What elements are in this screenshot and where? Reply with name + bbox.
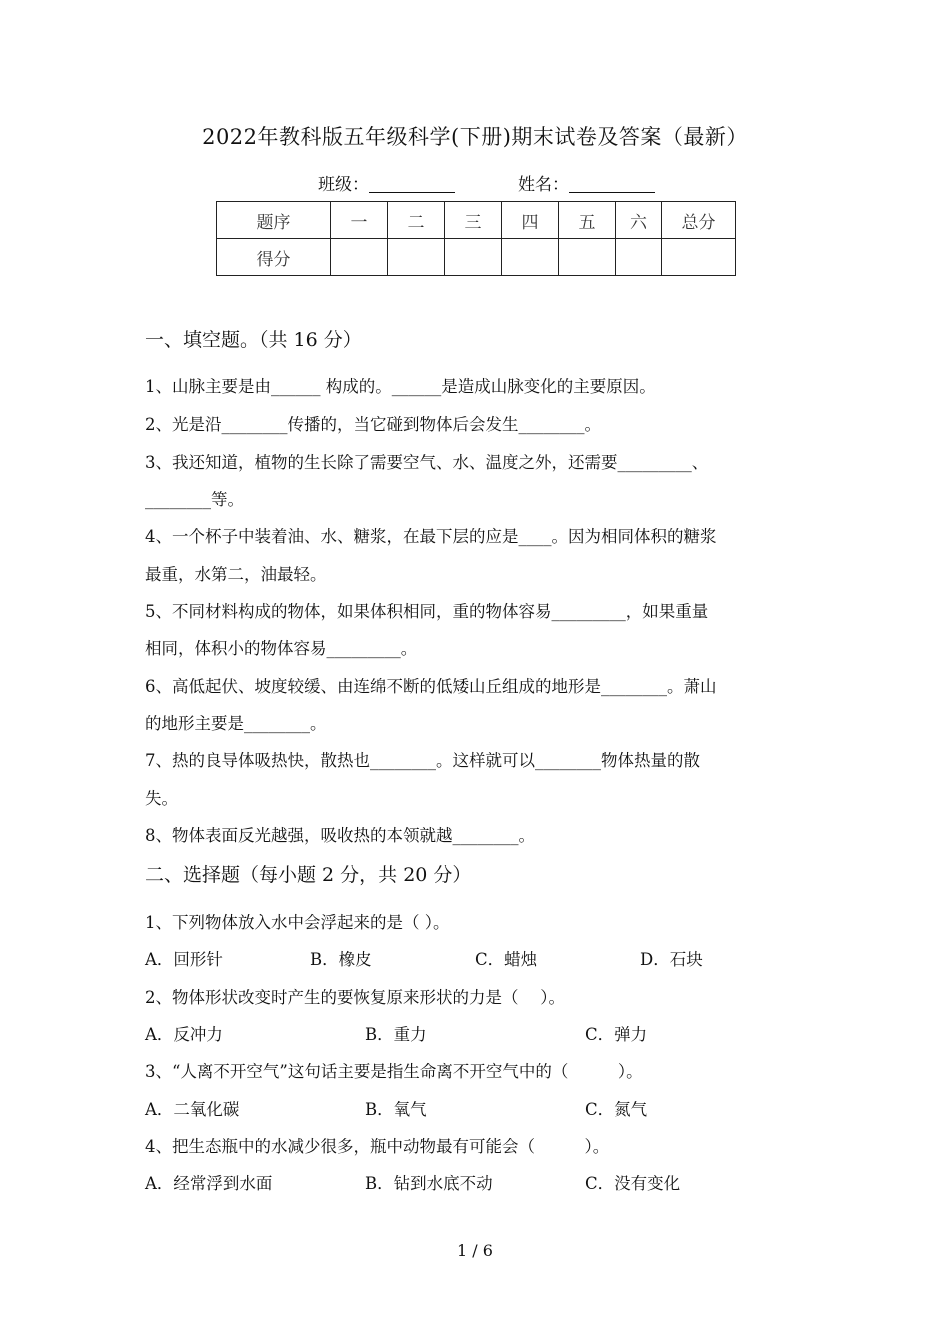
fill-blank-line: ________等。 — [145, 490, 244, 509]
fill-blank-line: 失。 — [145, 789, 178, 808]
option-b[interactable]: B．重力 — [365, 1025, 427, 1044]
option-b[interactable]: B．钻到水底不动 — [365, 1174, 493, 1193]
score-cell[interactable] — [559, 239, 616, 276]
fill-blank-line: 最重，水第二，油最轻。 — [145, 565, 327, 584]
score-table-header-row — [217, 202, 736, 239]
option-b[interactable]: B．氧气 — [365, 1100, 427, 1119]
page-title: 2022年教科版五年级科学(下册)期末试卷及答案（最新） — [202, 125, 748, 149]
fill-blank-line: 的地形主要是________。 — [145, 714, 327, 733]
score-cell[interactable] — [662, 239, 736, 276]
name-field — [518, 170, 655, 195]
option-c[interactable]: C．弹力 — [585, 1025, 648, 1044]
option-a[interactable]: A．回形针 — [145, 950, 223, 969]
score-table-score-row — [217, 239, 736, 276]
header-cell: 总分 — [662, 202, 736, 239]
header-cell: 二 — [388, 202, 445, 239]
page-number: 1 / 6 — [457, 1241, 493, 1260]
option-c[interactable]: C．氮气 — [585, 1100, 648, 1119]
question-stem: 2、物体形状改变时产生的要恢复原来形状的力是（ ）。 — [145, 988, 565, 1007]
header-cell: 一 — [331, 202, 388, 239]
header-cell: 四 — [502, 202, 559, 239]
class-field — [318, 170, 455, 195]
fill-blank-line: 5、不同材料构成的物体，如果体积相同，重的物体容易_________，如果重量 — [145, 602, 709, 621]
fill-blank-line: 7、热的良导体吸热快，散热也________。这样就可以________物体热量的散 — [145, 751, 700, 770]
score-cell[interactable] — [445, 239, 502, 276]
score-table — [216, 201, 736, 276]
fill-blank-line: 6、高低起伏、坡度较缓、由连绵不断的低矮山丘组成的地形是________。萧山 — [145, 677, 717, 696]
section2-heading: 二、选择题（每小题 2 分，共 20 分） — [145, 864, 472, 886]
header-cell: 五 — [559, 202, 616, 239]
option-a[interactable]: A．二氧化碳 — [145, 1100, 240, 1119]
fill-blank-line: 8、物体表面反光越强，吸收热的本领就越________。 — [145, 826, 535, 845]
name-blank[interactable] — [569, 174, 655, 193]
question-stem: 4、把生态瓶中的水减少很多，瓶中动物最有可能会（ ）。 — [145, 1137, 610, 1156]
fill-blank-line: 4、一个杯子中装着油、水、糖浆，在最下层的应是____。因为相同体积的糖浆 — [145, 527, 717, 546]
score-cell[interactable] — [616, 239, 662, 276]
score-cell[interactable] — [331, 239, 388, 276]
option-c[interactable]: C．蜡烛 — [475, 950, 538, 969]
fill-blank-line: 2、光是沿________传播的，当它碰到物体后会发生________。 — [145, 415, 601, 434]
fill-blank-line: 1、山脉主要是由______ 构成的。______是造成山脉变化的主要原因。 — [145, 377, 656, 396]
header-cell: 题序 — [217, 202, 331, 239]
fill-blank-line: 3、我还知道，植物的生长除了需要空气、水、温度之外，还需要_________、 — [145, 453, 709, 472]
question-stem: 1、下列物体放入水中会浮起来的是（ ）。 — [145, 913, 450, 932]
option-c[interactable]: C．没有变化 — [585, 1174, 681, 1193]
option-d[interactable]: D．石块 — [640, 950, 703, 969]
class-blank[interactable] — [369, 174, 455, 193]
header-cell: 三 — [445, 202, 502, 239]
header-cell: 六 — [616, 202, 662, 239]
option-a[interactable]: A．反冲力 — [145, 1025, 223, 1044]
option-a[interactable]: A．经常浮到水面 — [145, 1174, 273, 1193]
score-cell[interactable] — [388, 239, 445, 276]
fill-blank-line: 相同，体积小的物体容易_________。 — [145, 639, 418, 658]
name-label: 姓名： — [518, 175, 569, 195]
option-b[interactable]: B．橡皮 — [310, 950, 372, 969]
class-label: 班级： — [318, 175, 369, 195]
question-stem: 3、“人离不开空气”这句话主要是指生命离不开空气中的（ ）。 — [145, 1062, 643, 1081]
score-row-label: 得分 — [217, 239, 331, 276]
score-cell[interactable] — [502, 239, 559, 276]
section1-heading: 一、填空题。（共 16 分） — [145, 329, 362, 351]
